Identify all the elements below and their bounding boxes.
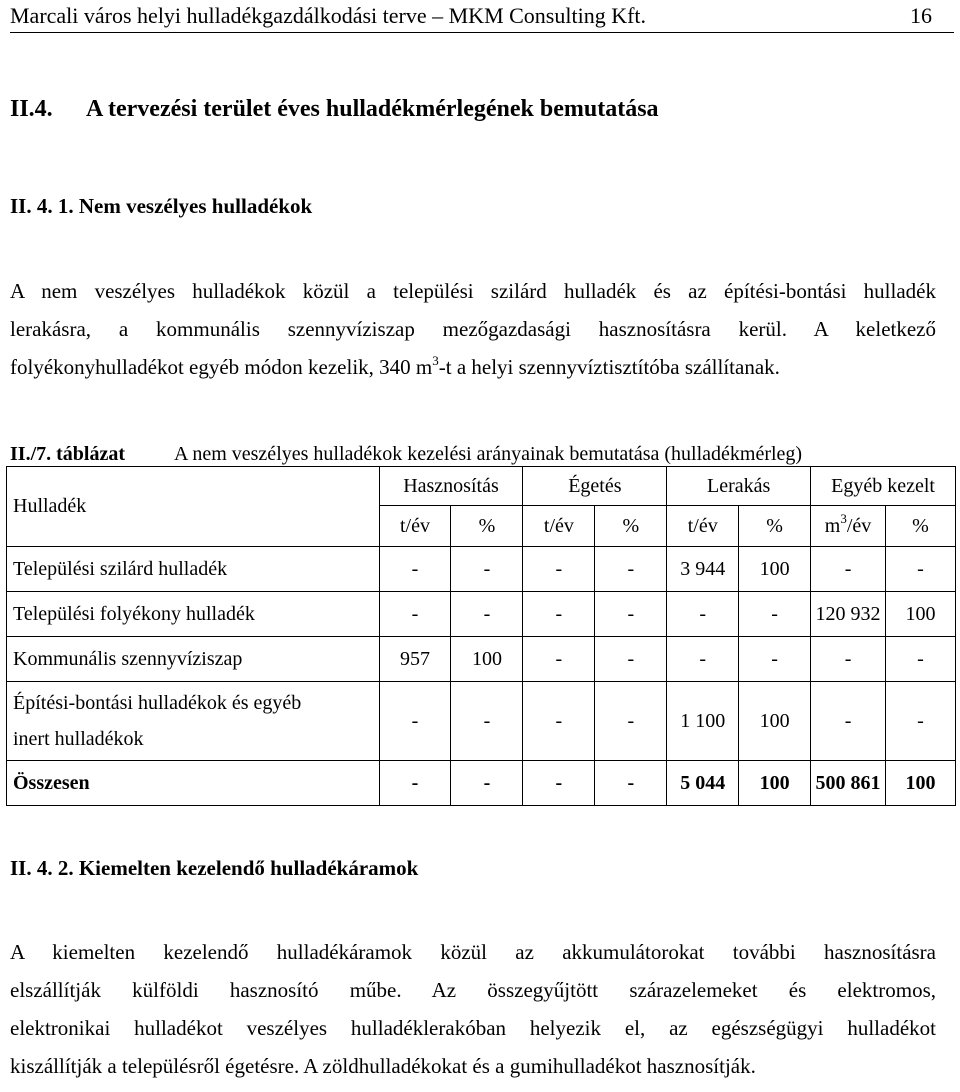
row-label: Kommunális szennyvíziszap xyxy=(7,637,380,682)
subsection-heading-1: II. 4. 1. Nem veszélyes hulladékok xyxy=(10,194,313,218)
table-cell: 1 100 xyxy=(667,682,739,761)
table-cell: 5 044 xyxy=(667,761,739,806)
table-caption-text: A nem veszélyes hulladékok kezelési arányainak bemutatása (hulladékmérleg) xyxy=(174,443,803,465)
table-cell: 100 xyxy=(886,761,956,806)
col-group-landfill: Lerakás xyxy=(667,467,811,506)
page-number: 16 xyxy=(910,3,932,28)
unit-cell: % xyxy=(886,506,956,547)
subsection-heading-2: II. 4. 2. Kiemelten kezelendő hulladékáramok xyxy=(10,856,419,880)
paragraph-1-line-2: lerakásra, a kommunális szennyvíziszap mezőgazdasági hasznosításra kerül. A keletkező xyxy=(10,317,936,341)
section-heading xyxy=(10,94,659,124)
table-cell: 100 xyxy=(739,547,811,592)
col-group-incineration: Égetés xyxy=(523,467,667,506)
table-row xyxy=(7,592,956,637)
paragraph-2-line-4: kiszállítják a településről égetésre. A zöldhulladékokat és a gumihulladékot hasznosítják. xyxy=(10,1054,756,1078)
table-cell: - xyxy=(886,682,956,761)
table-cell: 957 xyxy=(379,637,451,682)
header-title: Marcali város helyi hulladékgazdálkodási terve – MKM Consulting Kft. xyxy=(10,3,647,28)
table-cell: - xyxy=(451,682,523,761)
table-cell: - xyxy=(739,637,811,682)
table-cell: 120 932 xyxy=(811,592,886,637)
paragraph-1-line-3: folyékonyhulladékot egyéb módon kezelik, 340 $m^3-t$ a helyi szennyvíztisztítóba szállítanak. xyxy=(10,353,780,379)
paragraph-2 xyxy=(10,933,936,1085)
table-cell: - xyxy=(379,547,451,592)
section-title: A tervezési terület éves hulladékmérlegének bemutatása xyxy=(86,96,659,122)
waste-balance-table xyxy=(6,466,956,806)
table-cell: 500 861 xyxy=(811,761,886,806)
table-cell: - xyxy=(667,637,739,682)
table-cell: - xyxy=(523,637,595,682)
table-cell: - xyxy=(451,547,523,592)
unit-cell: % xyxy=(739,506,811,547)
table-cell: - xyxy=(595,761,667,806)
unit-cell: t/év xyxy=(523,506,595,547)
row-label: Települési folyékony hulladék xyxy=(7,592,380,637)
unit-cell-m3: $m^3/év$ xyxy=(811,506,886,547)
unit-cell: % xyxy=(595,506,667,547)
table-row xyxy=(7,637,956,682)
table-cell: - xyxy=(523,547,595,592)
table-cell: - xyxy=(379,592,451,637)
table-cell: - xyxy=(595,547,667,592)
paragraph-1-line-1: A nem veszélyes hulladékok közül a települési szilárd hulladék és az építési-bontási hulladék xyxy=(10,279,936,303)
table-cell: - xyxy=(523,592,595,637)
unit-cell: t/év xyxy=(667,506,739,547)
col-group-other: Egyéb kezelt xyxy=(811,467,956,506)
table-caption-label: II./7. táblázat xyxy=(10,443,125,465)
table-cell: - xyxy=(379,761,451,806)
page-header xyxy=(10,2,954,33)
table-cell: - xyxy=(595,637,667,682)
table-cell: 100 xyxy=(739,682,811,761)
unit-cell: t/év xyxy=(379,506,451,547)
table-cell: - xyxy=(811,547,886,592)
table-cell: 100 xyxy=(739,761,811,806)
paragraph-1 xyxy=(10,272,936,386)
unit-cell: % xyxy=(451,506,523,547)
table-caption xyxy=(10,440,802,468)
paragraph-2-line-2: elszállítják külföldi hasznosító műbe. Az összegyűjtött szárazelemeket és elektromos, xyxy=(10,978,936,1002)
table-cell: - xyxy=(811,637,886,682)
section-number: II.4. xyxy=(10,96,53,122)
table-cell: - xyxy=(523,761,595,806)
table-cell: - xyxy=(595,592,667,637)
table-cell: - xyxy=(379,682,451,761)
paragraph-2-line-3: elektronikai hulladékot veszélyes hulladéklerakóban helyezik el, az egészségügyi hulladékot xyxy=(10,1016,936,1040)
row-label: Települési szilárd hulladék xyxy=(7,547,380,592)
row-label: Összesen xyxy=(7,761,380,806)
table-cell: - xyxy=(667,592,739,637)
table-row xyxy=(7,682,956,761)
col-header-waste: Hulladék xyxy=(7,467,380,547)
table-cell: - xyxy=(523,682,595,761)
table-cell: - xyxy=(811,682,886,761)
table-cell: - xyxy=(595,682,667,761)
table-cell: - xyxy=(451,592,523,637)
table-cell: - xyxy=(886,637,956,682)
paragraph-2-line-1: A kiemelten kezelendő hulladékáramok közül az akkumulátorokat további hasznosításra xyxy=(10,940,936,964)
table-cell: - xyxy=(886,547,956,592)
table-cell: 100 xyxy=(451,637,523,682)
col-group-recovery: Hasznosítás xyxy=(379,467,523,506)
table-cell: 3 944 xyxy=(667,547,739,592)
table-total-row xyxy=(7,761,956,806)
table-cell: - xyxy=(739,592,811,637)
table-cell: - xyxy=(451,761,523,806)
table-header-row-1 xyxy=(7,467,956,506)
table-row xyxy=(7,547,956,592)
table-cell: 100 xyxy=(886,592,956,637)
row-label: Építési-bontási hulladékok és egyéb inert hulladékok xyxy=(7,682,380,761)
